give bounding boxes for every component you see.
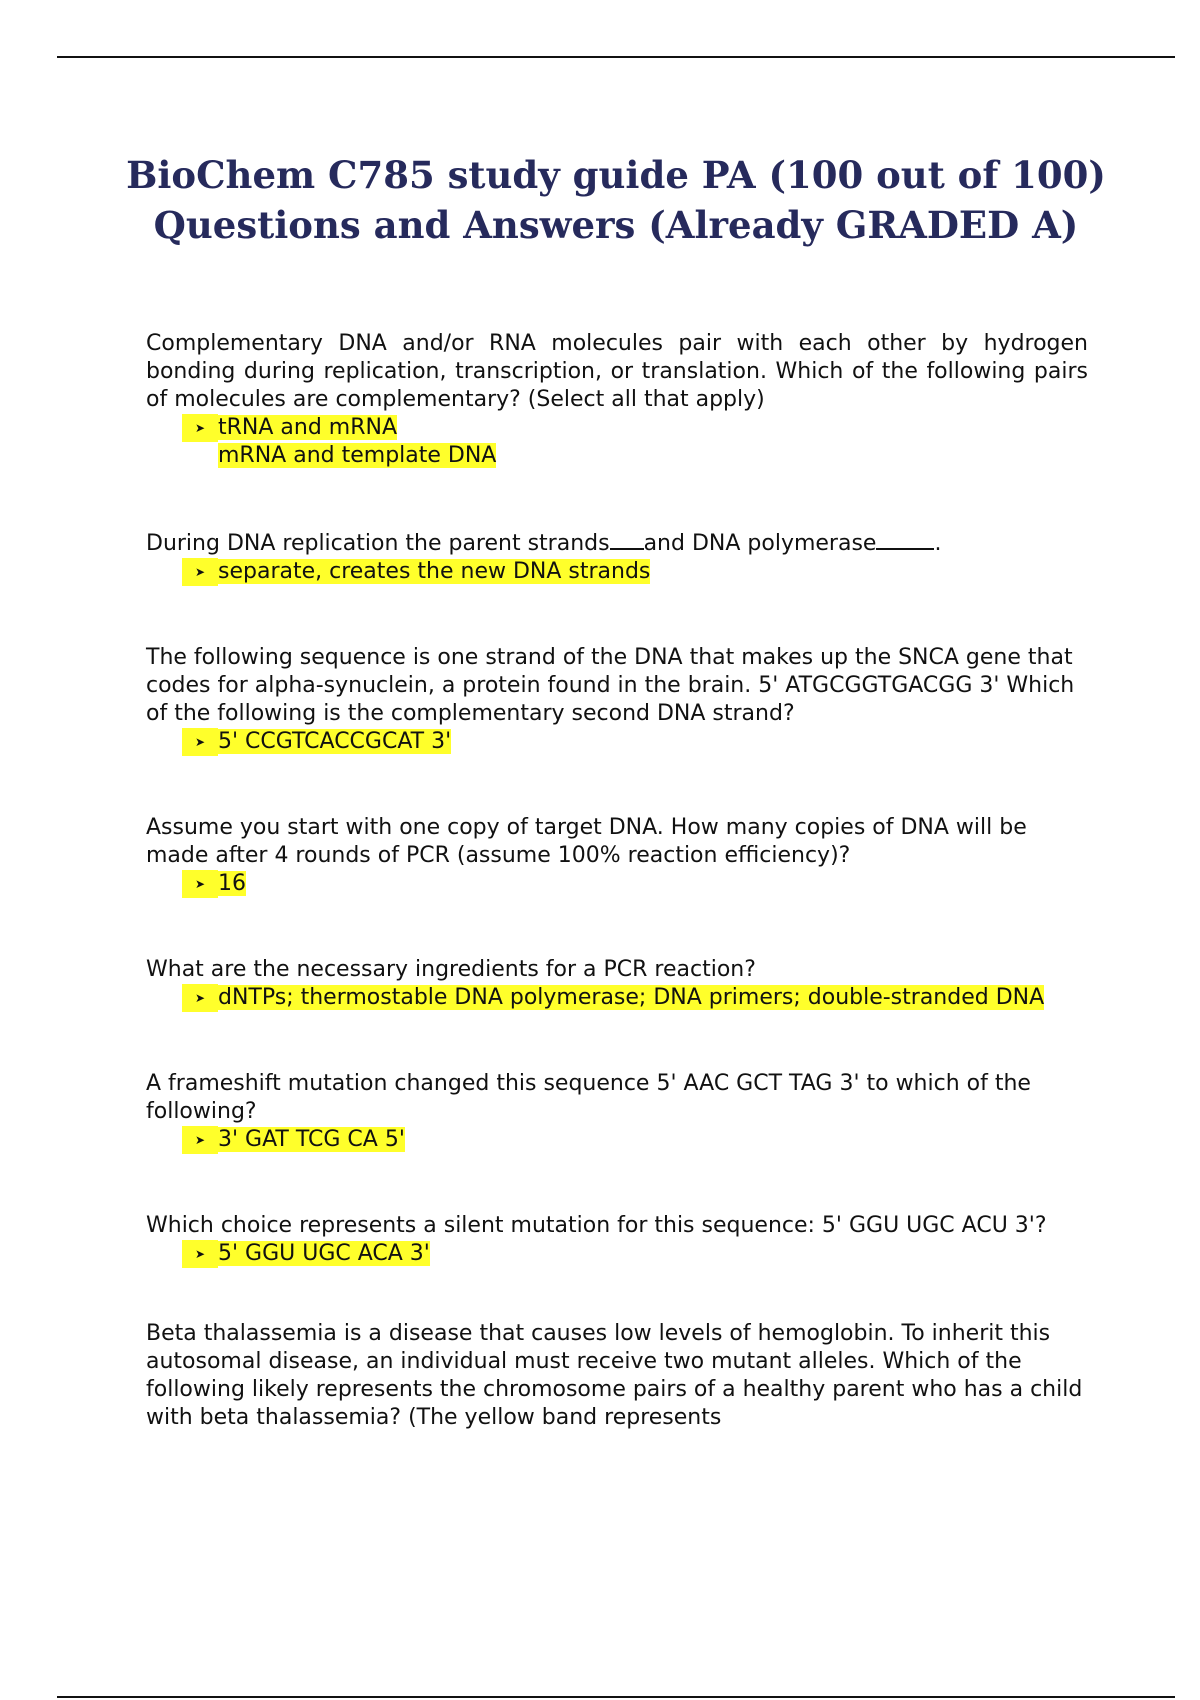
arrow-bullet-icon: ➤ <box>182 1240 218 1268</box>
question-8: Beta thalassemia is a disease that causes low levels of hemoglobin. To inherit this autosomal disease, an individual must receive two mutant alleles. Which of the following likely represents the chromosome pairs of a healthy parent who has a child with beta thalassemia? (The yellow band represents <box>146 1321 1083 1430</box>
title-line-1: BioChem C785 study guide PA (100 out of 100) <box>126 153 1106 197</box>
question-2: During DNA replication the parent strands and DNA polymerase . <box>146 528 1088 558</box>
answer-7-1: ➤ 5' GGU UGC ACA 3' <box>182 1240 1088 1268</box>
answer-5-1: ➤ dNTPs; thermostable DNA polymerase; DNA primers; double-stranded DNA <box>182 984 1088 1012</box>
question-5: What are the necessary ingredients for a PCR reaction? <box>146 957 756 982</box>
question-7: Which choice represents a silent mutation for this sequence: 5' GGU UGC ACU 3'? <box>146 1213 1047 1238</box>
answer-4-1: ➤ 16 <box>182 870 1088 898</box>
answer-6-1: ➤ 3' GAT TCG CA 5' <box>182 1126 1088 1154</box>
fill-blank-1 <box>610 528 644 550</box>
arrow-bullet-icon: ➤ <box>182 1126 218 1154</box>
answer-list-6 <box>182 1126 1088 1154</box>
question-list <box>146 330 1088 1432</box>
question-1: Complementary DNA and/or RNA molecules pair with each other by hydrogen bonding during replication, transcription, or translation. Which of the following pairs of molecules are complementary? (Select all that apply) <box>146 331 1088 412</box>
answer-list-3 <box>182 728 1088 756</box>
arrow-bullet-icon: ➤ <box>182 414 218 442</box>
arrow-bullet-icon: ➤ <box>182 558 218 586</box>
top-rule <box>57 56 1175 58</box>
answer-list-5 <box>182 984 1088 1012</box>
arrow-bullet-icon: ➤ <box>182 984 218 1012</box>
answer-list-2 <box>182 558 1088 586</box>
title-line-2: Questions and Answers (Already GRADED A) <box>153 203 1079 247</box>
answer-1-2: mRNA and template DNA <box>218 443 497 468</box>
answer-3-1: ➤ 5' CCGTCACCGCAT 3' <box>182 728 1088 756</box>
answer-2-1: ➤ separate, creates the new DNA strands <box>182 558 1088 586</box>
arrow-bullet-icon: ➤ <box>182 870 218 898</box>
answer-list-7 <box>182 1240 1088 1268</box>
answer-1-1: ➤ tRNA and mRNA <box>182 414 1088 442</box>
question-6: A frameshift mutation changed this sequence 5' AAC GCT TAG 3' to which of the following? <box>146 1071 1031 1124</box>
document-title <box>100 150 1132 250</box>
question-3: The following sequence is one strand of the DNA that makes up the SNCA gene that codes for alpha-synuclein, a protein found in the brain. 5' ATGCGGTGACGG 3' Which of the following is the complementary second DNA strand? <box>146 645 1075 726</box>
answer-list-4 <box>182 870 1088 898</box>
arrow-bullet-icon: ➤ <box>182 728 218 756</box>
bottom-rule <box>57 1696 1175 1698</box>
fill-blank-2 <box>876 528 934 550</box>
answer-list-1 <box>182 414 1088 470</box>
question-4: Assume you start with one copy of target DNA. How many copies of DNA will be made after 4 rounds of PCR (assume 100% reaction efficiency)? <box>146 815 1027 868</box>
